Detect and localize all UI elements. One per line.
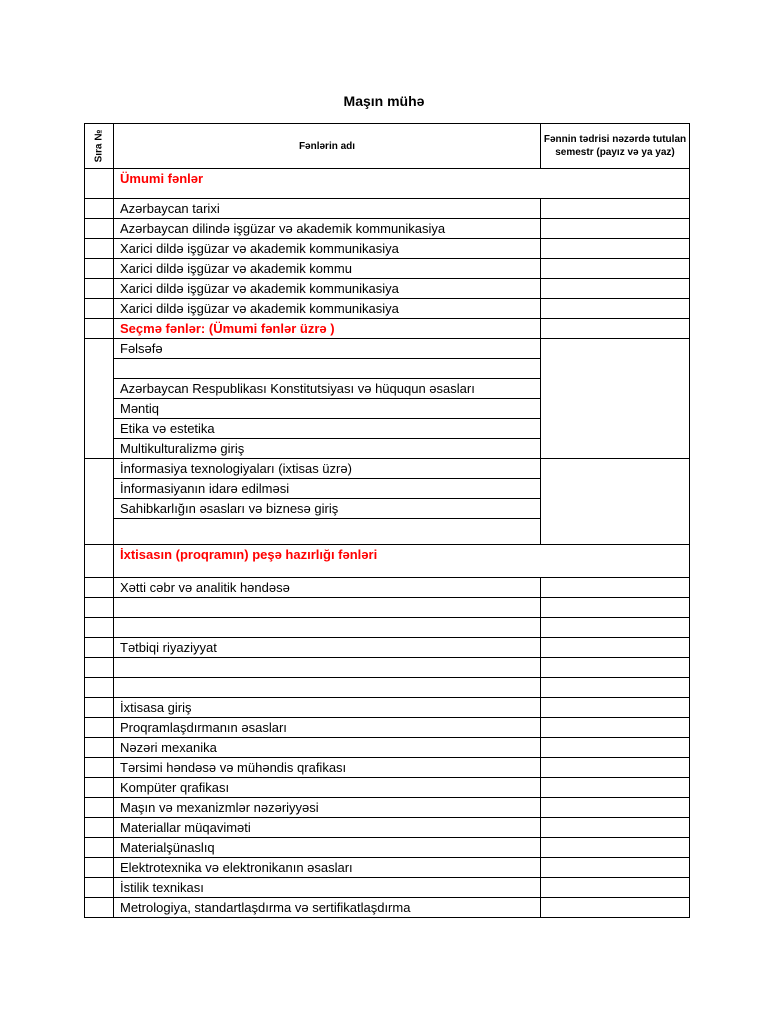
table-row	[85, 219, 690, 239]
table-row	[85, 339, 690, 359]
table-row	[85, 419, 690, 439]
subject-cell	[114, 618, 541, 638]
subject-cell: Azərbaycan Respublikası Konstitutsiyası və hüququn əsasları	[114, 379, 541, 399]
section-title-elective: Seçmə fənlər: (Ümumi fənlər üzrə )	[114, 319, 541, 339]
table-row	[85, 279, 690, 299]
table-row	[85, 818, 690, 838]
section-title-professional: İxtisasın (proqramın) peşə hazırlığı fənləri	[114, 545, 690, 578]
subject-cell	[114, 598, 541, 618]
subject-cell: Etika və estetika	[114, 419, 541, 439]
subject-cell: Məntiq	[114, 399, 541, 419]
section-row	[85, 319, 690, 339]
table-row	[85, 678, 690, 698]
subject-cell: İnformasiyanın idarə edilməsi	[114, 479, 541, 499]
subject-cell: Tərsimi həndəsə və mühəndis qrafikası	[114, 758, 541, 778]
table-row	[85, 878, 690, 898]
header-name: Fənlərin adı	[114, 124, 541, 169]
table-row	[85, 718, 690, 738]
table-row	[85, 778, 690, 798]
section-title-general: Ümumi fənlər	[114, 169, 690, 199]
table-row	[85, 798, 690, 818]
subject-cell: Materiallar müqaviməti	[114, 818, 541, 838]
page-title: Maşın mühə	[343, 93, 425, 109]
table-row	[85, 738, 690, 758]
header-semester: Fənnin tədrisi nəzərdə tutulan semestr (payız və ya yaz)	[541, 124, 690, 169]
subject-cell	[114, 519, 541, 545]
subject-cell: İnformasiya texnologiyaları (ixtisas üzrə)	[114, 459, 541, 479]
subject-cell: Metrologiya, standartlaşdırma və sertifikatlaşdırma	[114, 898, 541, 918]
subject-cell: Elektrotexnika və elektronikanın əsasları	[114, 858, 541, 878]
subject-cell: Xarici dildə işgüzar və akademik kommu	[114, 259, 541, 279]
subject-cell	[114, 658, 541, 678]
table-row	[85, 479, 690, 499]
section-row	[85, 169, 690, 199]
header-number-cell	[85, 124, 114, 169]
subject-cell: Proqramlaşdırmanın əsasları	[114, 718, 541, 738]
subject-cell: Nəzəri mexanika	[114, 738, 541, 758]
table-row	[85, 299, 690, 319]
table-row	[85, 399, 690, 419]
table-row	[85, 858, 690, 878]
table-header-row	[85, 124, 690, 169]
table-row	[85, 638, 690, 658]
table-row	[85, 439, 690, 459]
table-row	[85, 698, 690, 718]
subject-cell: İxtisasa giriş	[114, 698, 541, 718]
subject-cell	[114, 359, 541, 379]
table-row	[85, 758, 690, 778]
subject-cell: Xarici dildə işgüzar və akademik kommunikasiya	[114, 279, 541, 299]
curriculum-table	[84, 123, 690, 918]
table-row	[85, 499, 690, 519]
section-row	[85, 545, 690, 578]
subject-cell: Xarici dildə işgüzar və akademik kommunikasiya	[114, 299, 541, 319]
subject-cell: Fəlsəfə	[114, 339, 541, 359]
table-row	[85, 459, 690, 479]
table-row	[85, 519, 690, 545]
table-row	[85, 618, 690, 638]
subject-cell: Kompüter qrafikası	[114, 778, 541, 798]
subject-cell	[114, 678, 541, 698]
table-row	[85, 658, 690, 678]
table-row	[85, 898, 690, 918]
subject-cell: İstilik texnikası	[114, 878, 541, 898]
subject-cell: Xətti cəbr və analitik həndəsə	[114, 578, 541, 598]
table-row	[85, 578, 690, 598]
table-row	[85, 379, 690, 399]
subject-cell: Sahibkarlığın əsasları və biznesə giriş	[114, 499, 541, 519]
subject-cell: Tətbiqi riyaziyyat	[114, 638, 541, 658]
subject-cell: Multikulturalizmə giriş	[114, 439, 541, 459]
subject-cell: Azərbaycan tarixi	[114, 199, 541, 219]
subject-cell: Maşın və mexanizmlər nəzəriyyəsi	[114, 798, 541, 818]
table-row	[85, 598, 690, 618]
table-row	[85, 359, 690, 379]
table-row	[85, 199, 690, 219]
table-row	[85, 239, 690, 259]
header-number: Sıra №	[93, 129, 105, 163]
num-cell	[85, 169, 114, 199]
table-row	[85, 259, 690, 279]
subject-cell: Xarici dildə işgüzar və akademik kommunikasiya	[114, 239, 541, 259]
table-row	[85, 838, 690, 858]
subject-cell: Azərbaycan dilində işgüzar və akademik kommunikasiya	[114, 219, 541, 239]
subject-cell: Materialşünaslıq	[114, 838, 541, 858]
